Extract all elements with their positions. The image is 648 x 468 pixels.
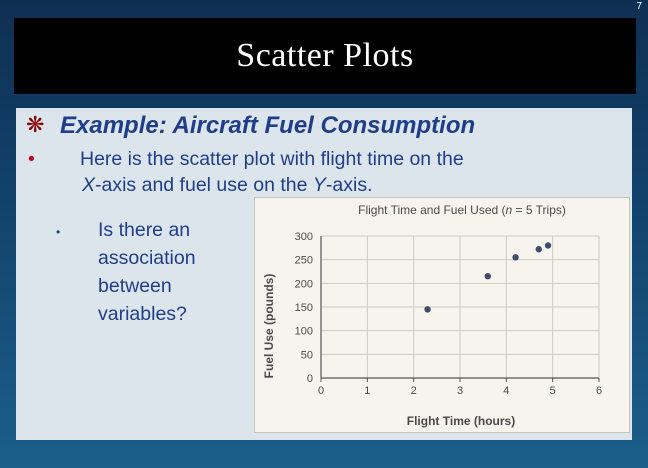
sub-bullet-dot-icon: •: [56, 225, 61, 239]
title-bar: [14, 18, 636, 94]
content-panel: [16, 108, 632, 440]
x-tick-label: 4: [503, 385, 510, 397]
example-heading: Example: Aircraft Fuel Consumption: [60, 112, 476, 139]
bullet-text: Here is the scatter plot with flight time on the X-axis and fuel use on the Y-axis.: [80, 148, 464, 196]
scatter-point: [485, 273, 491, 279]
bullet-association-question: [56, 216, 206, 328]
heading-row: [26, 112, 475, 140]
scatter-chart: [254, 197, 630, 433]
data-points: [424, 242, 551, 312]
y-tick-label: 50: [300, 349, 313, 362]
x-tick-label: 1: [364, 385, 371, 397]
x-tick-label: 5: [549, 385, 556, 397]
x-tick-label: 6: [595, 385, 603, 397]
bullet-scatter-description: [28, 146, 588, 198]
x-tick-label: 0: [317, 385, 325, 397]
scatter-point: [512, 254, 518, 260]
asterisk-bullet-icon: ❋: [26, 113, 45, 138]
y-tick-label: 250: [294, 254, 313, 267]
y-axis-label: Fuel Use (pounds): [262, 273, 276, 379]
y-tick-label: 100: [294, 325, 313, 338]
scatter-point: [536, 246, 542, 252]
x-tick-label: 3: [456, 385, 464, 397]
slide-number: 7: [636, 1, 642, 12]
tick-labels: [295, 231, 602, 397]
y-tick-label: 150: [294, 302, 313, 314]
y-tick-label: 300: [294, 231, 313, 243]
chart-title: Flight Time and Fuel Used (n = 5 Trips): [358, 203, 566, 217]
y-tick-label: 0: [306, 373, 313, 385]
y-tick-label: 200: [294, 278, 313, 291]
scatter-point: [424, 306, 430, 312]
grid: [321, 236, 599, 382]
x-tick-label: 2: [410, 385, 417, 397]
x-axis-label: Flight Time (hours): [406, 414, 516, 428]
scatter-point: [545, 242, 551, 248]
question-text: Is there an association between variables?: [98, 219, 196, 325]
bullet-dot-icon: •: [28, 148, 35, 170]
slide-title: Scatter Plots: [236, 37, 414, 74]
scatter-chart-svg: [255, 198, 629, 432]
